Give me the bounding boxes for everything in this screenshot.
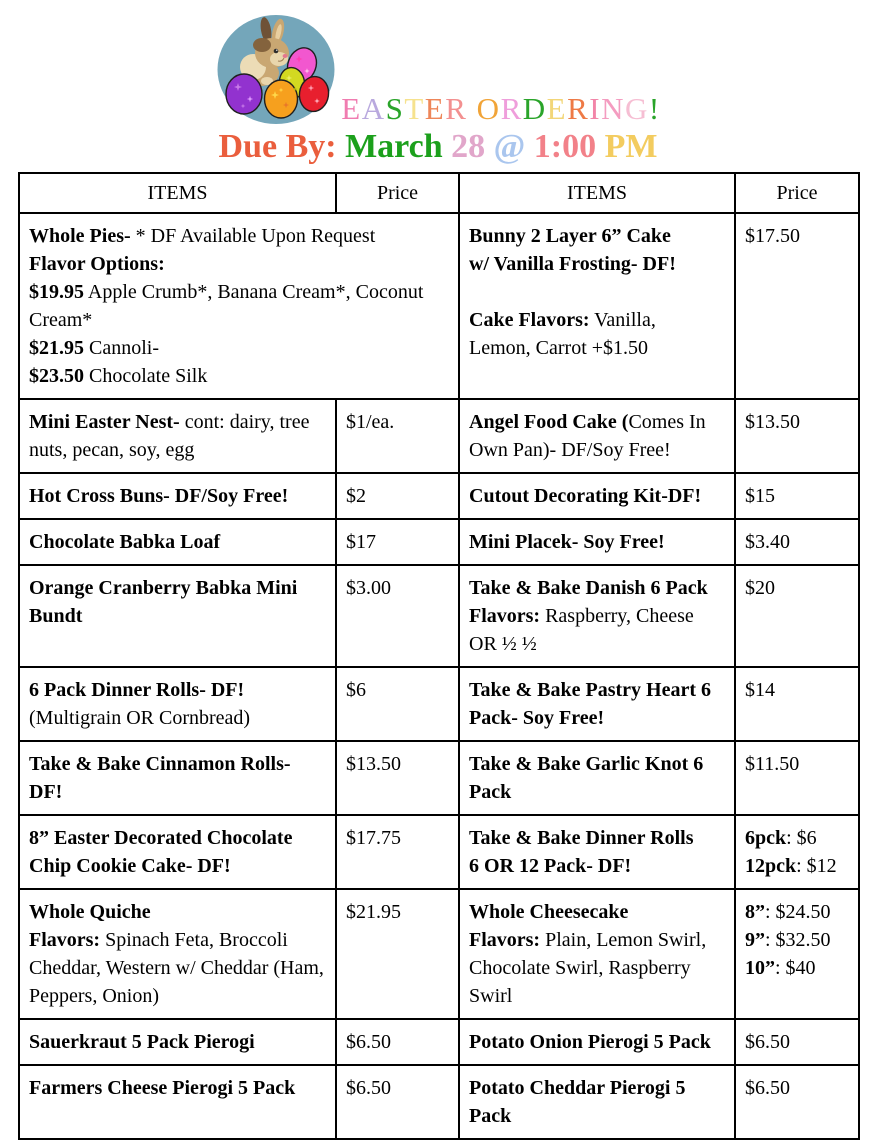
title-letter: E bbox=[546, 91, 568, 126]
item-cell bbox=[19, 519, 336, 565]
bold-text-run: 6pck bbox=[745, 827, 787, 849]
column-header-items-right: ITEMS bbox=[459, 173, 735, 213]
bold-text-run: Flavor Options: bbox=[29, 253, 165, 275]
text-line bbox=[346, 898, 450, 926]
bold-text-run: Cake Flavors: bbox=[469, 309, 590, 331]
bold-text-run: 8” bbox=[745, 901, 765, 923]
text-line bbox=[469, 278, 726, 306]
bold-text-run: Angel Food Cake ( bbox=[469, 411, 629, 433]
item-cell bbox=[19, 667, 336, 741]
text-line bbox=[29, 750, 327, 806]
title-letter bbox=[467, 91, 476, 126]
price-cell bbox=[336, 667, 459, 741]
bold-text-run: Flavors: bbox=[29, 929, 101, 951]
price-cell bbox=[735, 1065, 859, 1139]
table-row bbox=[19, 1065, 859, 1139]
text-run: $3.40 bbox=[745, 531, 790, 553]
price-cell bbox=[735, 1019, 859, 1065]
bold-text-run: 10” bbox=[745, 957, 775, 979]
item-cell bbox=[19, 1019, 336, 1065]
bold-text-run: 6 Pack Dinner Rolls- DF! bbox=[29, 679, 245, 701]
text-run: $17.50 bbox=[745, 225, 800, 247]
text-line bbox=[469, 250, 726, 278]
price-cell bbox=[336, 519, 459, 565]
text-run: * DF Available Upon Request bbox=[130, 225, 376, 247]
title-letter: R bbox=[500, 91, 523, 126]
text-line bbox=[346, 408, 450, 436]
text-line bbox=[29, 528, 327, 556]
bold-text-run: 6 OR 12 Pack- DF! bbox=[469, 855, 632, 877]
price-cell bbox=[336, 565, 459, 667]
item-cell bbox=[19, 565, 336, 667]
text-run: $6.50 bbox=[346, 1077, 391, 1099]
text-line bbox=[29, 362, 450, 390]
title-letter: G bbox=[624, 91, 649, 126]
item-cell bbox=[459, 473, 735, 519]
price-cell bbox=[336, 889, 459, 1019]
table-row bbox=[19, 889, 859, 1019]
item-cell bbox=[19, 741, 336, 815]
price-cell bbox=[735, 815, 859, 889]
text-line bbox=[745, 222, 850, 250]
text-line bbox=[745, 482, 850, 510]
text-line bbox=[745, 926, 850, 954]
price-cell bbox=[735, 565, 859, 667]
title-letter: T bbox=[404, 91, 425, 126]
text-line bbox=[469, 574, 726, 602]
text-line bbox=[469, 750, 726, 806]
item-cell bbox=[459, 565, 735, 667]
price-cell bbox=[336, 473, 459, 519]
price-cell bbox=[735, 399, 859, 473]
text-line bbox=[29, 1028, 327, 1056]
bold-text-run: Take & Bake Pastry Heart 6 Pack- Soy Free! bbox=[469, 679, 712, 729]
header-row bbox=[19, 173, 859, 213]
text-line bbox=[346, 824, 450, 852]
text-run: $13.50 bbox=[745, 411, 800, 433]
text-line bbox=[29, 824, 327, 880]
item-cell bbox=[459, 399, 735, 473]
price-cell bbox=[336, 1065, 459, 1139]
title-letter: I bbox=[589, 91, 602, 126]
text-line bbox=[469, 482, 726, 510]
text-run: $17 bbox=[346, 531, 376, 553]
item-cell bbox=[459, 1065, 735, 1139]
price-cell bbox=[336, 741, 459, 815]
item-cell bbox=[459, 815, 735, 889]
text-line bbox=[29, 898, 327, 926]
text-run: $13.50 bbox=[346, 753, 401, 775]
table-row bbox=[19, 1019, 859, 1065]
text-line bbox=[346, 1028, 450, 1056]
item-cell bbox=[19, 1065, 336, 1139]
text-run: $11.50 bbox=[745, 753, 800, 775]
text-line bbox=[29, 574, 327, 630]
bold-text-run: w/ Vanilla Frosting- DF! bbox=[469, 253, 676, 275]
text-run: Cannoli- bbox=[84, 337, 159, 359]
bold-text-run: Whole Pies- bbox=[29, 225, 131, 247]
text-line bbox=[469, 852, 726, 880]
column-header-items-left: ITEMS bbox=[19, 173, 336, 213]
bold-text-run: Flavors: bbox=[469, 929, 541, 951]
bold-text-run: Whole Cheesecake bbox=[469, 901, 629, 923]
bold-text-run: Chocolate Babka Loaf bbox=[29, 531, 221, 553]
text-run: $20 bbox=[745, 577, 775, 599]
bold-text-run: Flavors: bbox=[469, 605, 541, 627]
page-title bbox=[341, 93, 660, 124]
text-run: Chocolate Silk bbox=[84, 365, 208, 387]
text-run: Vanilla, bbox=[589, 309, 656, 331]
bold-text-run: 12pck bbox=[745, 855, 797, 877]
text-line bbox=[745, 852, 850, 880]
bold-text-run: $21.95 bbox=[29, 337, 84, 359]
column-header-price-left: Price bbox=[336, 173, 459, 213]
text-line bbox=[469, 334, 726, 362]
text-line bbox=[469, 926, 726, 1010]
bold-text-run: Bunny 2 Layer 6” Cake bbox=[469, 225, 671, 247]
text-run: Raspberry, Cheese OR ½ ½ bbox=[469, 605, 694, 655]
text-line bbox=[745, 676, 850, 704]
table-row bbox=[19, 213, 859, 399]
price-cell bbox=[336, 399, 459, 473]
item-cell bbox=[459, 213, 735, 399]
bold-text-run: 9” bbox=[745, 929, 765, 951]
due-segment: 1:00 bbox=[525, 128, 597, 165]
table-row bbox=[19, 473, 859, 519]
text-line bbox=[469, 408, 726, 464]
price-cell bbox=[735, 473, 859, 519]
text-run: Plain, Lemon Swirl, Chocolate Swirl, Raspberry Swirl bbox=[469, 929, 707, 1007]
flyer-header bbox=[0, 0, 876, 126]
due-segment: March bbox=[336, 128, 443, 165]
text-run: $14 bbox=[745, 679, 775, 701]
text-run: $6 bbox=[346, 679, 366, 701]
text-line bbox=[745, 824, 850, 852]
title-letter: R bbox=[567, 91, 590, 126]
menu-table-body bbox=[19, 213, 859, 1139]
item-cell bbox=[19, 399, 336, 473]
menu-table bbox=[18, 172, 860, 1140]
bold-text-run: Orange Cranberry Babka Mini Bundt bbox=[29, 577, 298, 627]
title-letter: E bbox=[341, 91, 362, 126]
text-line bbox=[29, 334, 450, 362]
item-cell bbox=[459, 667, 735, 741]
text-run: $6.50 bbox=[745, 1077, 790, 1099]
text-run: $6.50 bbox=[346, 1031, 391, 1053]
table-row bbox=[19, 399, 859, 473]
text-line bbox=[346, 528, 450, 556]
text-line bbox=[745, 1074, 850, 1102]
text-line bbox=[29, 278, 450, 334]
bold-text-run: Whole Quiche bbox=[29, 901, 151, 923]
text-run: (Multigrain OR Cornbread) bbox=[29, 707, 251, 729]
item-cell bbox=[19, 815, 336, 889]
text-run: Lemon, Carrot +$1.50 bbox=[469, 337, 649, 359]
text-line bbox=[469, 1074, 726, 1130]
text-line bbox=[469, 676, 726, 732]
text-run: Comes In Own Pan)- DF/Soy Free! bbox=[469, 411, 706, 461]
bold-text-run: Sauerkraut 5 Pack Pierogi bbox=[29, 1031, 255, 1053]
text-line bbox=[29, 482, 327, 510]
text-run: $21.95 bbox=[346, 901, 401, 923]
item-cell bbox=[19, 213, 459, 399]
item-cell bbox=[459, 519, 735, 565]
price-cell bbox=[735, 519, 859, 565]
text-line bbox=[346, 676, 450, 704]
title-letter: S bbox=[385, 91, 405, 126]
text-run: : $40 bbox=[775, 957, 816, 979]
title-letter: N bbox=[601, 91, 625, 126]
bold-text-run: Hot Cross Buns- DF/Soy Free! bbox=[29, 485, 289, 507]
bold-text-run: Potato Cheddar Pierogi 5 Pack bbox=[469, 1077, 686, 1127]
table-row bbox=[19, 741, 859, 815]
text-line bbox=[29, 408, 327, 464]
bold-text-run: Take & Bake Dinner Rolls bbox=[469, 827, 694, 849]
bold-text-run: Farmers Cheese Pierogi 5 Pack bbox=[29, 1077, 296, 1099]
price-cell bbox=[735, 213, 859, 399]
text-run: : $6 bbox=[786, 827, 817, 849]
text-line bbox=[745, 750, 850, 778]
text-line bbox=[469, 602, 726, 658]
text-line bbox=[469, 824, 726, 852]
text-line bbox=[745, 1028, 850, 1056]
text-line bbox=[469, 1028, 726, 1056]
table-row bbox=[19, 815, 859, 889]
bold-text-run: Cutout Decorating Kit-DF! bbox=[469, 485, 702, 507]
price-cell bbox=[735, 889, 859, 1019]
title-letter: A bbox=[361, 91, 386, 126]
text-line bbox=[29, 926, 327, 1010]
text-run: $15 bbox=[745, 485, 775, 507]
text-line bbox=[745, 574, 850, 602]
title-letter: ! bbox=[648, 91, 661, 126]
text-line bbox=[346, 482, 450, 510]
text-run: $17.75 bbox=[346, 827, 401, 849]
text-line bbox=[469, 898, 726, 926]
text-run: $2 bbox=[346, 485, 366, 507]
text-line bbox=[469, 528, 726, 556]
price-cell bbox=[735, 667, 859, 741]
due-segment: 28 bbox=[442, 128, 486, 165]
text-line bbox=[29, 704, 327, 732]
item-cell bbox=[19, 889, 336, 1019]
bold-text-run: Mini Placek- Soy Free! bbox=[469, 531, 665, 553]
text-run: $1/ea. bbox=[346, 411, 395, 433]
price-cell bbox=[336, 1019, 459, 1065]
due-date-line bbox=[0, 127, 876, 167]
title-letter: R bbox=[445, 91, 468, 126]
table-row bbox=[19, 667, 859, 741]
bold-text-run: $23.50 bbox=[29, 365, 84, 387]
bold-text-run: Potato Onion Pierogi 5 Pack bbox=[469, 1031, 711, 1053]
bold-text-run: Take & Bake Danish 6 Pack bbox=[469, 577, 708, 599]
column-header-price-right: Price bbox=[735, 173, 859, 213]
text-run: : $32.50 bbox=[765, 929, 831, 951]
table-row bbox=[19, 565, 859, 667]
text-run: Spinach Feta, Broccoli Cheddar, Western w/ Cheddar (Ham, Peppers, Onion) bbox=[29, 929, 324, 1007]
bold-text-run: $19.95 bbox=[29, 281, 84, 303]
text-line bbox=[745, 408, 850, 436]
text-line bbox=[346, 750, 450, 778]
text-line bbox=[469, 222, 726, 250]
price-cell bbox=[336, 815, 459, 889]
bunny-easter-eggs-logo bbox=[215, 13, 337, 126]
bold-text-run: Mini Easter Nest- bbox=[29, 411, 180, 433]
item-cell bbox=[459, 1019, 735, 1065]
text-line bbox=[745, 528, 850, 556]
text-run: : $24.50 bbox=[765, 901, 831, 923]
purple-egg bbox=[226, 74, 262, 114]
text-line bbox=[469, 306, 726, 334]
item-cell bbox=[19, 473, 336, 519]
text-run: cont: dairy, tree nuts, pecan, soy, egg bbox=[29, 411, 310, 461]
text-run: $3.00 bbox=[346, 577, 391, 599]
title-letter: O bbox=[476, 91, 501, 126]
bold-text-run: Take & Bake Garlic Knot 6 Pack bbox=[469, 753, 704, 803]
text-run: : $12 bbox=[796, 855, 837, 877]
item-cell bbox=[459, 889, 735, 1019]
bold-text-run: Take & Bake Cinnamon Rolls- DF! bbox=[29, 753, 291, 803]
text-line bbox=[29, 250, 450, 278]
bold-text-run: 8” Easter Decorated Chocolate Chip Cookie Cake- DF! bbox=[29, 827, 293, 877]
due-segment: PM bbox=[596, 128, 658, 165]
table-row bbox=[19, 519, 859, 565]
orange-egg bbox=[265, 80, 298, 118]
text-line bbox=[29, 222, 450, 250]
title-letter: E bbox=[424, 91, 446, 126]
price-cell bbox=[735, 741, 859, 815]
text-line bbox=[29, 676, 327, 704]
text-run: $6.50 bbox=[745, 1031, 790, 1053]
due-segment: Due By: bbox=[218, 128, 337, 165]
due-segment: @ bbox=[485, 128, 526, 165]
text-line bbox=[745, 898, 850, 926]
text-line bbox=[745, 954, 850, 982]
text-line bbox=[346, 1074, 450, 1102]
text-line bbox=[29, 1074, 327, 1102]
title-letter: D bbox=[522, 91, 547, 126]
item-cell bbox=[459, 741, 735, 815]
text-line bbox=[346, 574, 450, 602]
text-run: Apple Crumb*, Banana Cream*, Coconut Cream* bbox=[29, 281, 424, 331]
